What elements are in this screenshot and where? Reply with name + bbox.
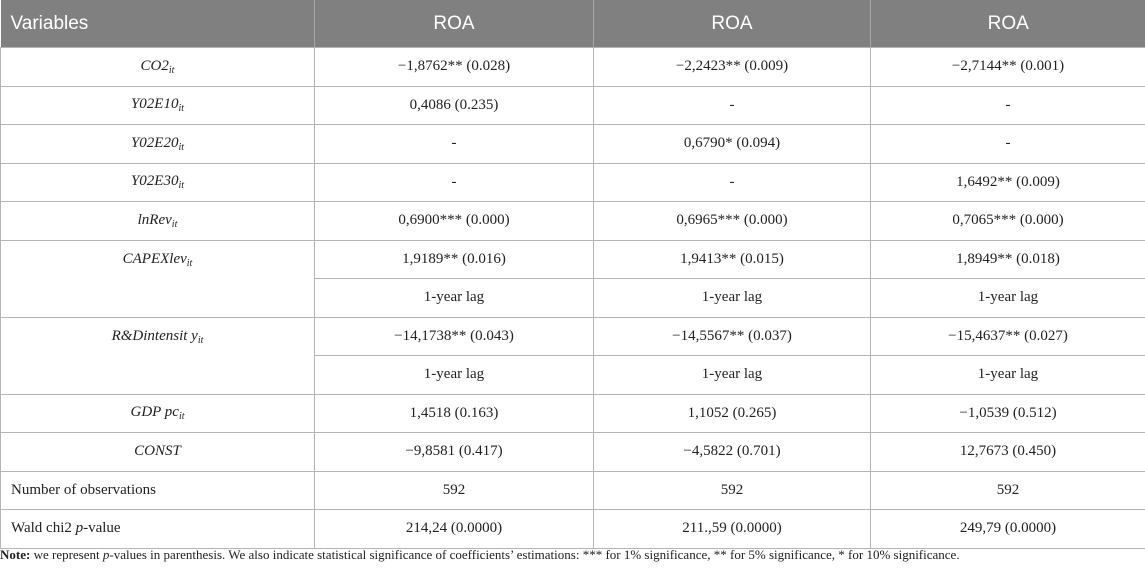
row-label-rd-intensity: R&Dintensit $y_{it}$ [1, 317, 315, 394]
table-row [1, 48, 1145, 87]
cell-y02e10-3: - [871, 86, 1145, 125]
cell-capex-lag-3: 1-year lag [871, 279, 1145, 318]
table-row [1, 240, 1145, 279]
row-label-observations: Number of observations [1, 471, 315, 510]
table-row [1, 125, 1145, 164]
cell-wald-3: 249,79 (0.0000) [871, 510, 1145, 549]
cell-y02e10-1: 0,4086 (0.235) [315, 86, 594, 125]
cell-capex-lag-1: 1-year lag [315, 279, 594, 318]
cell-rd-2: −14,5567** (0.037) [594, 317, 871, 356]
cell-wald-1: 214,24 (0.0000) [315, 510, 594, 549]
table-row [1, 202, 1145, 241]
cell-capex-1: 1,9189** (0.016) [315, 240, 594, 279]
row-label-const: CONST [1, 433, 315, 472]
row-label-y02e10: $Y02E10_{it}$ [1, 86, 315, 125]
cell-y02e10-2: - [594, 86, 871, 125]
cell-const-3: 12,7673 (0.450) [871, 433, 1145, 472]
table-row [1, 317, 1145, 356]
header-row [1, 0, 1145, 48]
cell-y02e30-2: - [594, 163, 871, 202]
cell-rd-lag-2: 1-year lag [594, 356, 871, 395]
cell-obs-1: 592 [315, 471, 594, 510]
cell-co2-2: −2,2423** (0.009) [594, 48, 871, 87]
cell-obs-2: 592 [594, 471, 871, 510]
row-label-gdppc: GDP $pc_{it}$ [1, 394, 315, 433]
cell-capex-lag-2: 1-year lag [594, 279, 871, 318]
row-label-y02e30: $Y02E30_{it}$ [1, 163, 315, 202]
cell-y02e20-3: - [871, 125, 1145, 164]
cell-lnrev-3: 0,7065*** (0.000) [871, 202, 1145, 241]
row-label-capexlev: CAPEXlev$_{it}$ [1, 240, 315, 317]
table-note: Note: we represent p-values in parenthesis. We also indicate statistical significance of coefficients’ estimations: *** for 1% significance, ** for 5% significance, * for 10% significance. [0, 547, 960, 562]
header-variables: Variables [1, 0, 315, 48]
table-row [1, 471, 1145, 510]
header-roa-1: ROA [315, 0, 594, 48]
table-row [1, 394, 1145, 433]
row-label-wald: Wald chi2 p-value [1, 510, 315, 549]
row-label-y02e20: $Y02E20_{it}$ [1, 125, 315, 164]
cell-lnrev-2: 0,6965*** (0.000) [594, 202, 871, 241]
cell-y02e30-1: - [315, 163, 594, 202]
cell-co2-1: −1,8762** (0.028) [315, 48, 594, 87]
table-row [1, 510, 1145, 549]
cell-co2-3: −2,7144** (0.001) [871, 48, 1145, 87]
cell-rd-lag-3: 1-year lag [871, 356, 1145, 395]
cell-gdp-2: 1,1052 (0.265) [594, 394, 871, 433]
cell-const-1: −9,8581 (0.417) [315, 433, 594, 472]
cell-wald-2: 211.,59 (0.0000) [594, 510, 871, 549]
cell-y02e20-2: 0,6790* (0.094) [594, 125, 871, 164]
table-row [1, 433, 1145, 472]
cell-capex-3: 1,8949** (0.018) [871, 240, 1145, 279]
header-roa-2: ROA [594, 0, 871, 48]
cell-rd-1: −14,1738** (0.043) [315, 317, 594, 356]
row-label-co2: $CO2_{it}$ [1, 48, 315, 87]
cell-y02e30-3: 1,6492** (0.009) [871, 163, 1145, 202]
cell-gdp-3: −1,0539 (0.512) [871, 394, 1145, 433]
cell-gdp-1: 1,4518 (0.163) [315, 394, 594, 433]
row-label-lnrev: lnRev$_{it}$ [1, 202, 315, 241]
cell-const-2: −4,5822 (0.701) [594, 433, 871, 472]
table-row [1, 163, 1145, 202]
cell-obs-3: 592 [871, 471, 1145, 510]
note-prefix: Note: [0, 547, 31, 562]
table-row [1, 86, 1145, 125]
cell-y02e20-1: - [315, 125, 594, 164]
cell-rd-lag-1: 1-year lag [315, 356, 594, 395]
header-roa-3: ROA [871, 0, 1145, 48]
cell-rd-3: −15,4637** (0.027) [871, 317, 1145, 356]
cell-capex-2: 1,9413** (0.015) [594, 240, 871, 279]
cell-lnrev-1: 0,6900*** (0.000) [315, 202, 594, 241]
